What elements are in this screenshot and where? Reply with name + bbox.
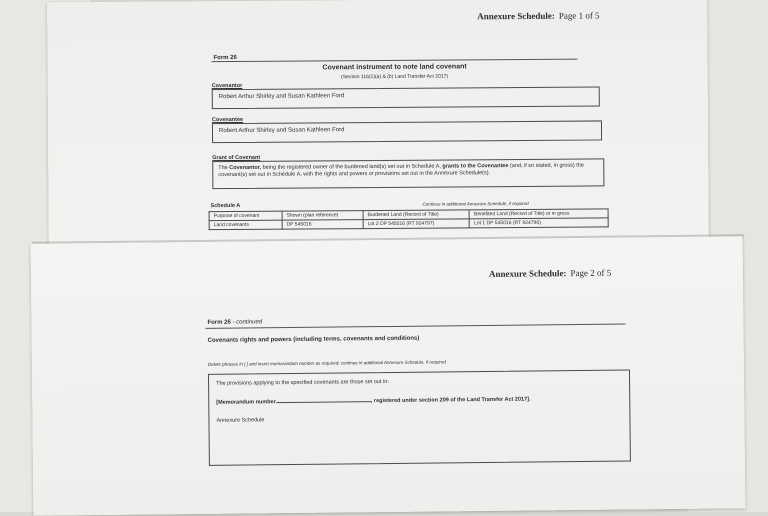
grant-text-a: The xyxy=(218,165,228,172)
document-page-2 xyxy=(31,236,746,515)
form-number-text: Form 26 xyxy=(207,319,231,326)
column-header: Burdened Land (Record of Title) xyxy=(363,210,470,220)
annexure-title: Annexure Schedule: xyxy=(477,10,555,22)
form-continued: - continued xyxy=(232,319,263,326)
covenantor-field: Robert Arthur Shirley and Susan Kathleen Ford xyxy=(212,86,600,109)
page-number: Page 2 of 5 xyxy=(570,267,612,279)
schedule-note: Continue in additional Annexure Schedule, if required xyxy=(422,200,529,207)
schedule-a-label: Schedule A xyxy=(210,202,241,210)
covenantee-label: Covenantee xyxy=(211,116,244,124)
annexure-header-2 xyxy=(489,268,611,279)
covenants-heading: Covenants rights and powers (including terms, covenants and conditions) xyxy=(207,335,420,344)
grant-text-b: being the registered owner of the burdened land(s) set out in Schedule A, xyxy=(262,163,441,171)
column-header: Benefited Land (Record of Title) or in gross xyxy=(469,209,608,219)
annexure-title: Annexure Schedule: xyxy=(488,268,567,279)
form-number: Form 26 xyxy=(213,54,237,62)
table-cell: Land covenants xyxy=(209,220,282,230)
form-number xyxy=(207,319,262,326)
table-cell: DP 545016 xyxy=(282,220,363,230)
grant-text-c: (and, if so stated, in gross) the covenant(s) set out in Schedule A, with the rights and powers or provisions set out in the Annexure Schedule(s). xyxy=(218,162,584,179)
grant-grants: grants to the Covenantee xyxy=(442,163,509,170)
document-page-1 xyxy=(47,0,709,262)
table-row xyxy=(209,218,608,230)
form-divider xyxy=(212,59,578,63)
annexure-schedule-line: Annexure Schedule xyxy=(216,417,265,424)
memorandum-blank xyxy=(276,396,371,403)
provisions-line: The provisions applying to the specified covenants are those set out in: xyxy=(216,378,389,387)
document-title: Covenant instrument to note land covenant xyxy=(322,63,467,72)
grant-of-covenant-text xyxy=(212,158,604,189)
memorandum-line xyxy=(216,394,622,407)
covenantor-label: Covenantor xyxy=(211,82,243,90)
document-subtitle: (Section 116(1)(a) & (b) Land Transfer Act 2017) xyxy=(341,73,449,81)
grant-covenantor: Covenantor, xyxy=(229,164,262,172)
form-divider xyxy=(205,324,625,329)
page-number: Page 1 of 5 xyxy=(558,10,600,21)
grant-label: Grant of Covenant xyxy=(212,154,261,162)
table-cell: Lot 1 DP 545016 (RT 924796) xyxy=(470,218,609,228)
column-header: Purpose of covenant xyxy=(209,211,282,221)
column-header: Shown (plan reference) xyxy=(282,211,363,221)
annexure-header-1 xyxy=(477,10,599,21)
schedule-a-table xyxy=(209,208,609,230)
memorandum-registered-text: , registered under section 209 of the Land Transfer Act 2017]. xyxy=(370,396,531,405)
table-cell: Lot 2 DP 545016 (RT 924797) xyxy=(363,219,470,229)
covenantee-field: Robert Arthur Shirley and Susan Kathleen Ford xyxy=(212,120,602,143)
instructions-note: Delete phrases in [ ] and insert memorandum number as required; continue in additional Annexure Schedule, if required xyxy=(207,359,446,367)
covenant-provisions-box xyxy=(208,369,631,465)
memorandum-text: [Memorandum number xyxy=(216,399,276,406)
